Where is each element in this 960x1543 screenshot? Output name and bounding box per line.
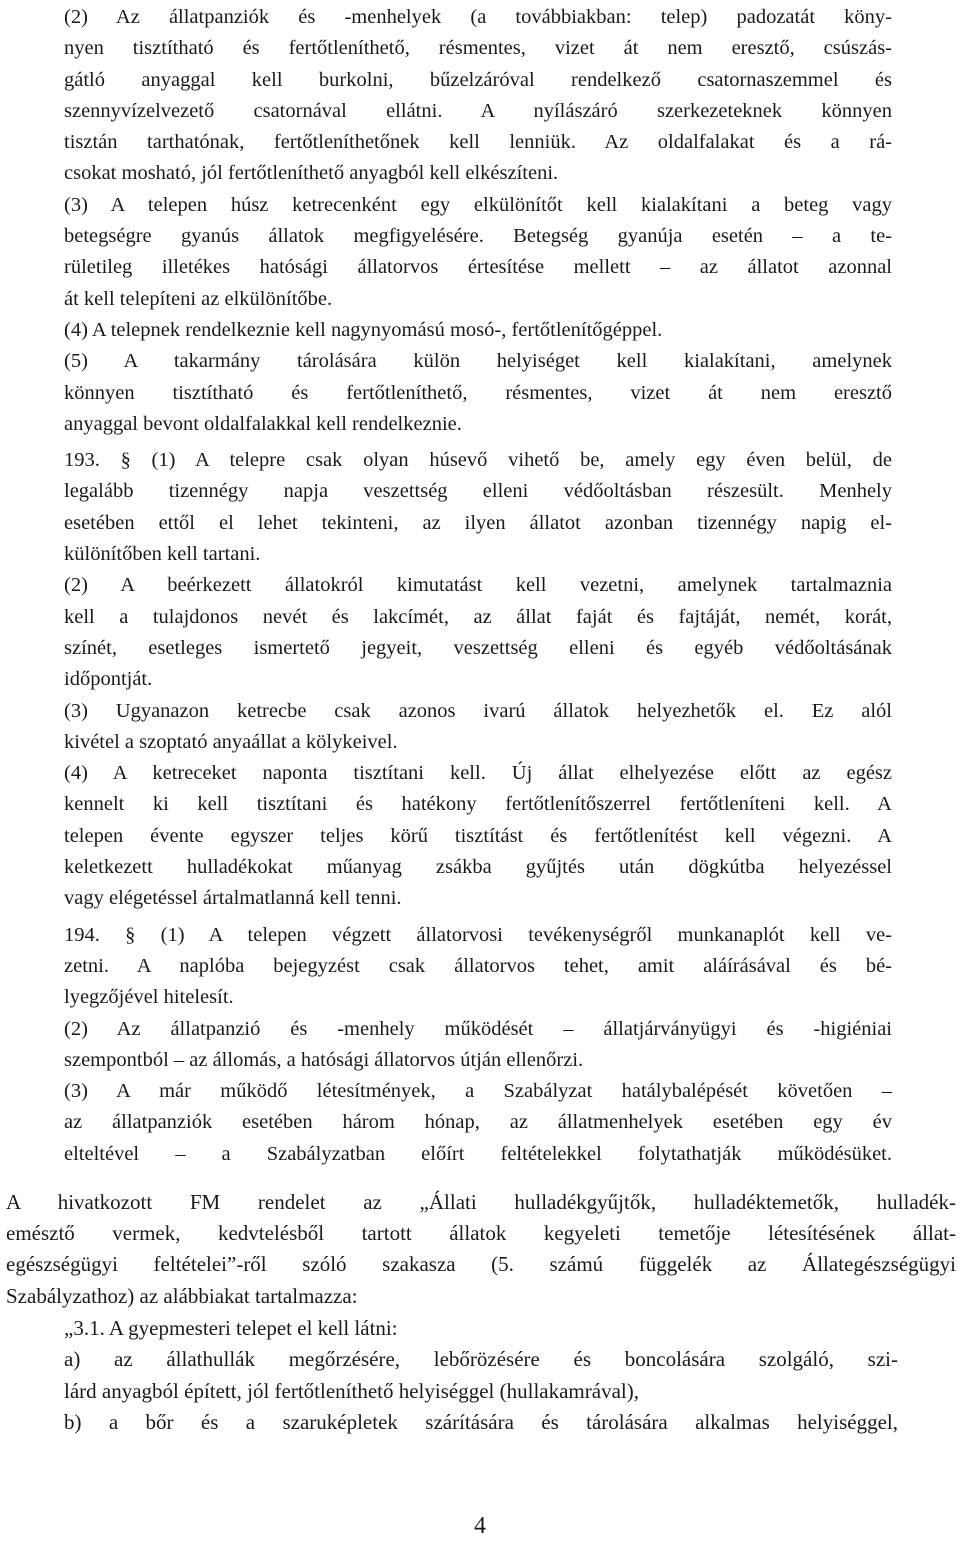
text-line: b) a bőr és a szaruképletek szárítására és tárolására alkalmas helyiséggel, (64, 1409, 898, 1434)
text-line: csokat mosható, jól fertőtleníthető anyagból kell elkészíteni. (64, 162, 559, 185)
text-line: zetni. A naplóba bejegyzést csak állatorvos tehet, amit aláírásával és bé- (64, 954, 892, 977)
text-line: anyaggal bevont oldalfalakkal kell rendelkeznie. (64, 412, 462, 435)
text-line: könnyen tisztítható és fertőtleníthető, résmentes, vizet át nem eresztő (64, 381, 892, 404)
text-line: A hivatkozott FM rendelet az „Állati hulladékgyűjtők, hulladéktemetők, hulladék- (6, 1190, 956, 1214)
text-line: (2) A beérkezett állatokról kimutatást kell vezetni, amelynek tartalmaznia (64, 574, 892, 597)
text-line: Szabályzathoz) az alábbiakat tartalmazza: (6, 1283, 358, 1308)
text-line: szempontból – az állomás, a hatósági állatorvos útján ellenőrzi. (64, 1048, 584, 1071)
text-line: (4) A ketreceket naponta tisztítani kell. Új állat elhelyezése előtt az egész (64, 762, 892, 785)
text-line: vagy elégetéssel ártalmatlanná kell tenni. (64, 887, 402, 910)
text-line: az állatpanziók esetében három hónap, az állatmenhelyek esetében egy év (64, 1111, 892, 1134)
text-line: tisztán tarthatónak, fertőtleníthetőnek kell lenniük. Az oldalfalakat és a rá- (64, 131, 892, 154)
text-line: (3) Ugyanazon ketrecbe csak azonos ivarú állatok helyezhetők el. Ez alól (64, 699, 892, 722)
section-194-text (64, 920, 892, 1170)
text-line: emésztő vermek, kedvtelésből tartott állatok kegyeleti temetője létesítésének állat- (6, 1221, 956, 1246)
text-line: kell a tulajdonos nevét és lakcímét, az állat faját és fajtáját, nemét, korát, (64, 605, 892, 628)
text-line: színét, esetleges ismertető jegyeit, veszettség elleni és egyéb védőoltásának (64, 636, 892, 659)
text-line: telepen évente egyszer teljes körű tisztítást és fertőtlenítést kell végezni. A (64, 824, 892, 847)
text-line: „3.1. A gyepmesteri telepet el kell látni: (64, 1316, 398, 1340)
text-line: (2) Az állatpanzió és -menhely működését – állatjárványügyi és -higiéniai (64, 1017, 892, 1040)
section-193-text (64, 445, 892, 914)
text-line: lárd anyagból épített, jól fertőtleníthető helyiséggel (hullakamrával), (64, 1378, 639, 1403)
text-line: rületileg illetékes hatósági állatorvos értesítése mellett – az állatot azonnal (64, 256, 892, 279)
text-line: nyen tisztítható és fertőtleníthető, résmentes, vizet át nem eresztő, csúszás- (64, 37, 892, 60)
text-line: (3) A telepen húsz ketrecenként egy elkülönítőt kell kialakítani a beteg vagy (64, 193, 892, 216)
text-line: elteltével – a Szabályzatban előírt feltételekkel folytathatják működésüket. (64, 1142, 892, 1165)
text-line: 194. § (1) A telepen végzett állatorvosi tevékenységről munkanaplót kell ve- (64, 923, 892, 946)
text-line: (3) A már működő létesítmények, a Szabályzat hatálybalépését követően – (64, 1080, 892, 1103)
text-line: kennelt ki kell tisztítani és hatékony fertőtlenítőszerrel fertőtleníteni kell. A (64, 793, 892, 816)
text-line: keletkezett hulladékokat műanyag zsákba gyűjtés után dögkútba helyezéssel (64, 856, 892, 879)
text-line: legalább tizennégy napja veszettség elleni védőoltásban részesült. Menhely (64, 480, 892, 503)
text-line: lyegzőjével hitelesít. (64, 986, 234, 1009)
text-line: kivétel a szoptató anyaállat a kölykeivel. (64, 730, 398, 753)
text-line: esetében ettől el lehet tekinteni, az ilyen állatot azonban tizennégy napig el- (64, 511, 892, 534)
text-line: (4) A telepnek rendelkeznie kell nagynyomású mosó-, fertőtlenítőgéppel. (64, 318, 663, 341)
text-line: (5) A takarmány tárolására külön helyiséget kell kialakítani, amelynek (64, 350, 892, 373)
text-line: időpontját. (64, 668, 153, 691)
quoted-regulation (64, 1313, 898, 1438)
text-line: egészségügyi feltételei”-ről szóló szakasza (5. számú függelék az Állategészségügyi (6, 1252, 956, 1277)
section-192-text (64, 2, 892, 440)
text-line: 193. § (1) A telepre csak olyan húsevő vihető be, amely egy éven belül, de (64, 449, 892, 472)
text-line: különítőben kell tartani. (64, 543, 261, 566)
regulation-text (64, 2, 892, 1170)
text-line: szennyvízelvezető csatornával ellátni. A nyílászáró szerkezeteknek könnyen (64, 99, 892, 122)
text-line: át kell telepíteni az elkülönítőbe. (64, 287, 333, 310)
body-paragraph (6, 1187, 956, 1312)
text-line: gátló anyaggal kell burkolni, bűzelzáróval rendelkező csatornaszemmel és (64, 68, 892, 91)
page-number: 4 (474, 1513, 486, 1539)
text-line: a) az állathullák megőrzésére, lebőrözésére és boncolására szolgáló, szi- (64, 1347, 898, 1372)
text-line: betegségre gyanús állatok megfigyelésére. Betegség gyanúja esetén – a te- (64, 225, 892, 248)
text-line: (2) Az állatpanziók és -menhelyek (a továbbiakban: telep) padozatát köny- (64, 6, 892, 28)
